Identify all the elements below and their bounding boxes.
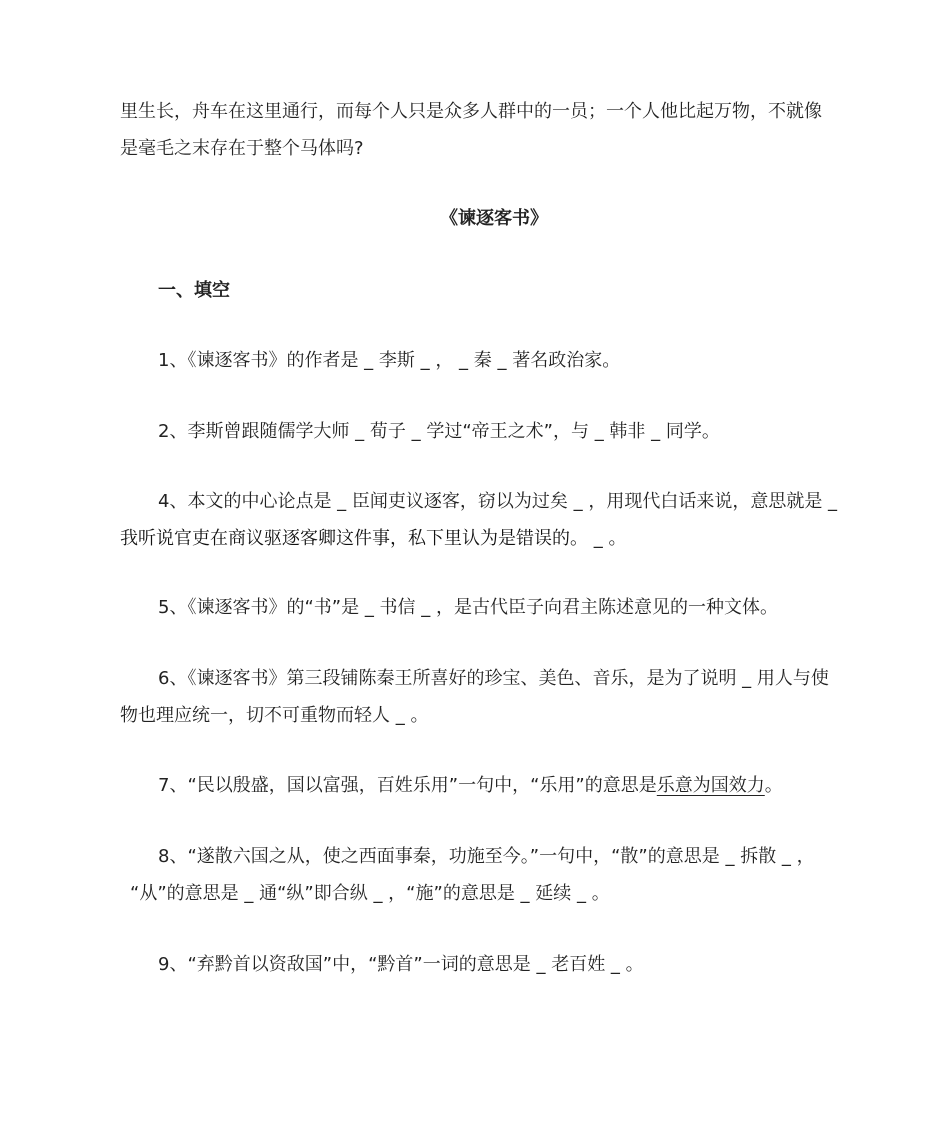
- question-5: 5、《谏逐客书》的“书”是 _ 书信 _ ，是古代臣子向君主陈述意见的一种文体。: [158, 597, 778, 618]
- question-4-tail: _ 。: [588, 528, 627, 549]
- question-7: [158, 775, 783, 797]
- question-7-suffix: 。: [764, 775, 783, 796]
- question-8-line-2: “从”的意思是 _ 通“纵”即合纵 _ ，“施”的意思是 _ 延续 _ 。: [130, 883, 610, 904]
- question-4-answer: 我听说官吏在商议驱逐客卿这件事，私下里认为是错误的。: [120, 528, 588, 549]
- question-4-line-2: [120, 528, 626, 550]
- question-7-answer: 乐意为国效力: [656, 775, 765, 796]
- question-7-prefix: 7、“民以殷盛，国以富强，百姓乐用”一句中，“乐用”的意思是: [158, 775, 657, 796]
- question-6-line-2: 物也理应统一，切不可重物而轻人 _ 。: [120, 705, 429, 726]
- question-1: 1、《谏逐客书》的作者是 _ 李斯 _ ， _ 秦 _ 著名政治家。: [158, 350, 621, 371]
- intro-line-2: 是毫毛之末存在于整个马体吗?: [120, 138, 364, 159]
- question-9: 9、“弃黔首以资敌国”中，“黔首”一词的意思是 _ 老百姓 _ 。: [158, 954, 644, 975]
- question-6-line-1: 6、《谏逐客书》第三段铺陈秦王所喜好的珍宝、美色、音乐，是为了说明 _ 用人与使: [158, 668, 829, 689]
- document-title: 《谏逐客书》: [440, 208, 548, 229]
- section-heading: 一、填空: [158, 280, 230, 301]
- question-4-line-1: 4、本文的中心论点是 _ 臣闻吏议逐客，窃以为过矣 _ ，用现代白话来说，意思就是 _: [158, 491, 838, 512]
- question-2: 2、李斯曾跟随儒学大师 _ 荀子 _ 学过“帝王之术”，与 _ 韩非 _ 同学。: [158, 421, 720, 442]
- intro-line-1: 里生长，舟车在这里通行，而每个人只是众多人群中的一员；一个人他比起万物，不就像: [120, 101, 822, 122]
- question-8-line-1: 8、“遂散六国之从，使之西面事秦，功施至今。”一句中，“散”的意思是 _ 拆散 _ ，: [158, 846, 815, 867]
